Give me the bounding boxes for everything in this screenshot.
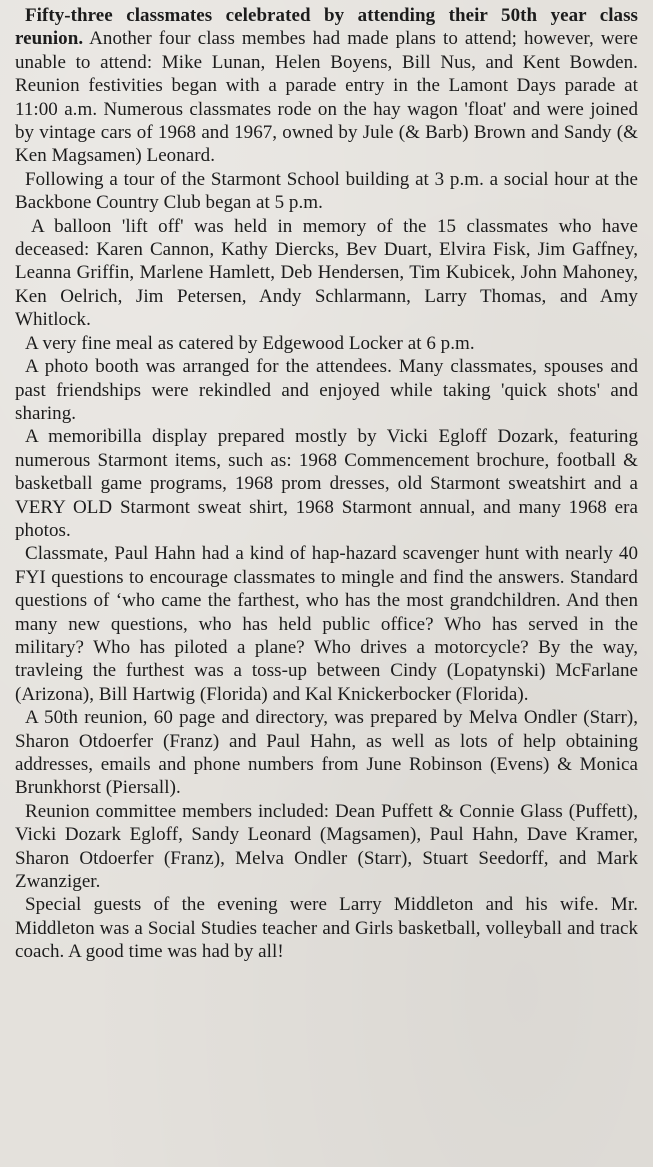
paragraph-meal: A very fine meal as catered by Edgewood Locker at 6 p.m. [25,332,475,354]
paragraph-balloon: A balloon 'lift off' was held in memory of the 15 classmates who have deceased: Karen Cannon, Kathy Diercks, Bev Duart, Elvira Fisk, Jim Gaffney, Leanna Griffin, Marlene Hamlett, Deb Hendersen, Tim Kubicek, John Mahoney, Ken Oelrich, Jim Petersen, Andy Schlarmann, Larry Thomas, and Amy Whitlock. [15,215,638,331]
paragraph-directory: A 50th reunion, 60 page and directory, was prepared by Melva Ondler (Starr), Sharon Otdoerfer (Franz) and Paul Hahn, as well as lots of help obtaining addresses, emails and phone numbers from June Robinson (Evens) & Monica Brunkhorst (Piersall). [15,707,638,799]
paragraph-committee: Reunion committee members included: Dean Puffett & Connie Glass (Puffett), Vicki Dozark Egloff, Sandy Leonard (Magsamen), Paul Hahn, Dave Kramer, Sharon Otdoerfer (Franz), Melva Ondler (Starr), Stuart Seedorff, and Mark Zwanziger. [15,800,638,893]
paragraph-special-guests: Special guests of the evening were Larry Middleton and his wife. Mr. Middleton was a Social Studies teacher and Girls basketball, volleyball and track coach. A good time was had by all! [15,894,638,963]
paragraph-photo-booth: A photo booth was arranged for the attendees. Many classmates, spouses and past friendships were rekindled and enjoyed while taking 'quick shots' and sharing. [15,356,638,424]
lead-paragraph [15,4,638,168]
paragraph-tour: Following a tour of the Starmont School building at 3 p.m. a social hour at the Backbone Country Club began at 5 p.m. [15,168,638,214]
article-body [15,4,638,964]
paragraph-memorabilia: A memoribilla display prepared mostly by Vicki Egloff Dozark, featuring numerous Starmont items, such as: 1968 Commencement brochure, football & basketball game programs, 1968 prom dresses, old Starmont sweatshirt and a VERY OLD Starmont sweat shirt, 1968 Starmont annual, and many 1968 era photos. [15,426,638,541]
lead-headline: Fifty-three classmates celebrated by attending their 50th year class reunion. [15,5,638,50]
lead-text: Another four class membes had made plans to attend; however, were unable to attend: Mike Lunan, Helen Boyens, Bill Nus, and Kent Bowden. Reunion festivities began with a parade entry in the Lamont Days parade at 11:00 a.m. Numerous classmates rode on the hay wagon 'float' and were joined by vintage cars of 1968 and 1967, owned by Jule (& Barb) Brown and Sandy (& Ken Magsamen) Leonard. [15,28,638,167]
paragraph-scavenger-hunt: Classmate, Paul Hahn had a kind of hap-hazard scavenger hunt with nearly 40 FYI questions to encourage classmates to mingle and find the answers. Standard questions of ‘who came the farthest, who has the most grandchildren. And then many new questions, who has held public office? Who has served in the military? Who has piloted a plane? Who drives a motorcycle? By the way, travleing the furthest was a toss-up between Cindy (Lopatynski) McFarlane (Arizona), Bill Hartwig (Florida) and Kal Knickerbocker (Florida). [15,543,638,705]
